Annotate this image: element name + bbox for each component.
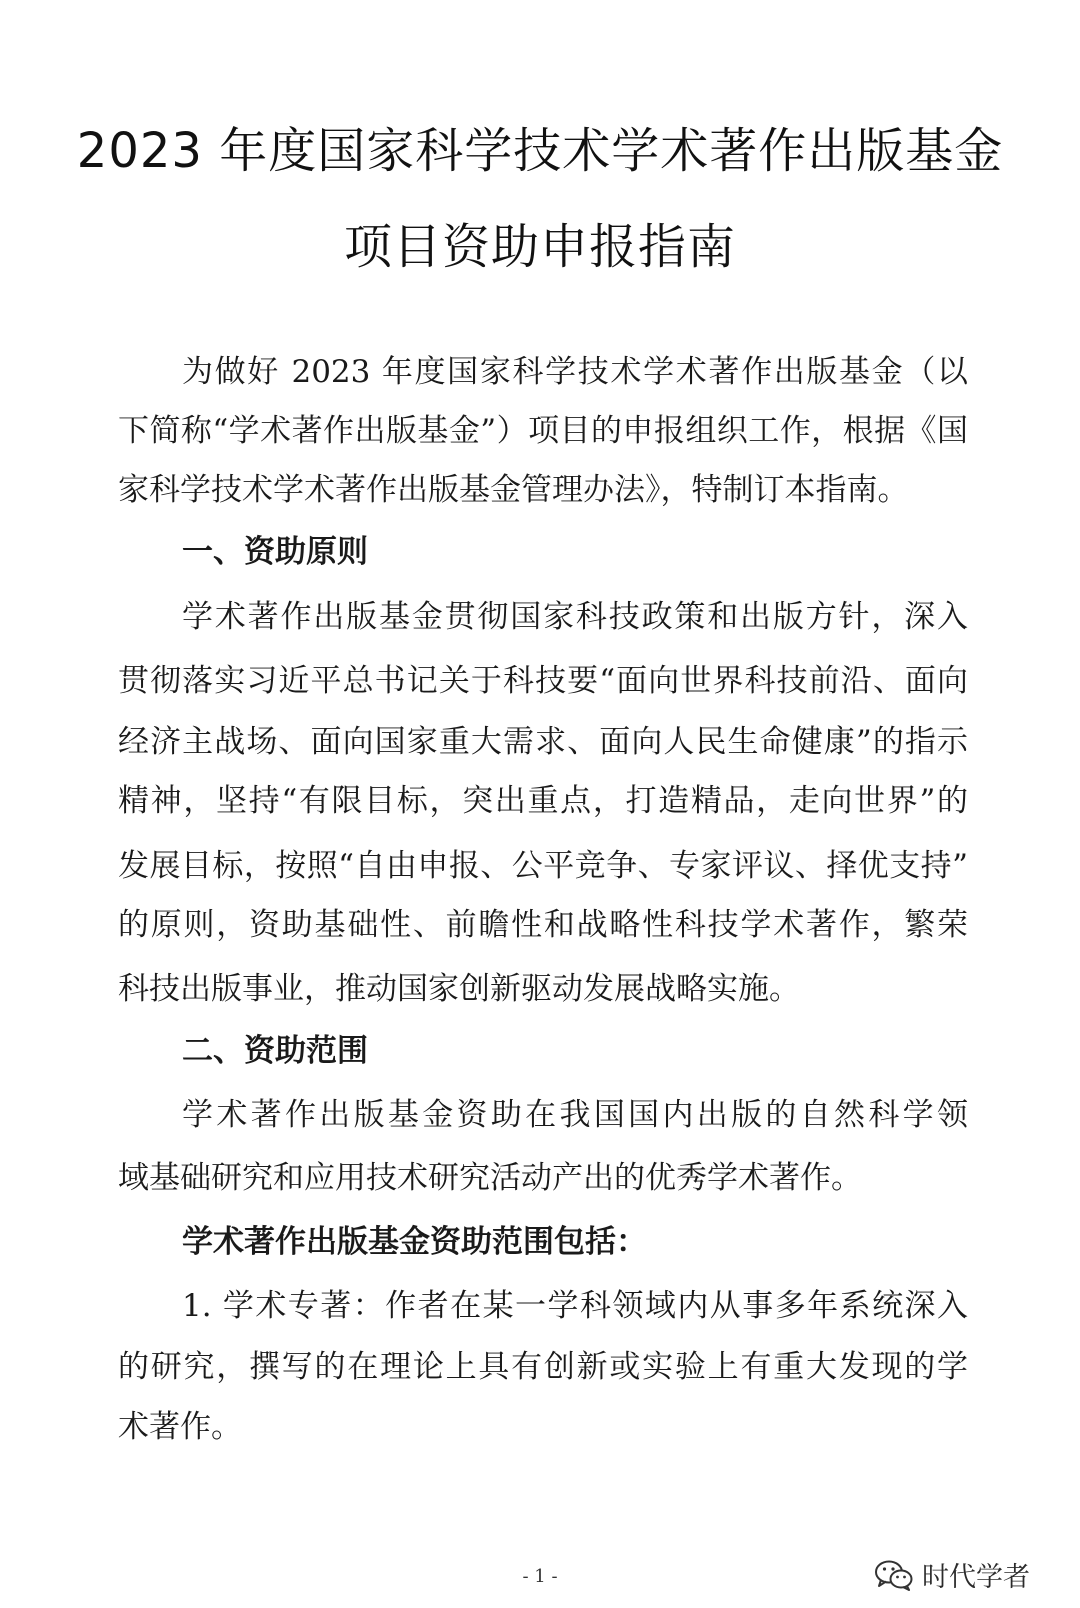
paragraph-line: 域基础研究和应用技术研究活动产出的优秀学术著作。 (118, 1160, 862, 1196)
paragraph-line: 的原则，资助基础性、前瞻性和战略性科技学术著作，繁荣 (118, 907, 968, 943)
list-item-line: 术著作。 (118, 1409, 242, 1445)
subheading: 学术著作出版基金资助范围包括： (182, 1224, 647, 1260)
paragraph-line: 学术著作出版基金贯彻国家科技政策和出版方针，深入 (182, 599, 968, 635)
wechat-icon (874, 1559, 914, 1591)
list-item-line: 1. 学术专著：作者在某一学科领域内从事多年系统深入 (182, 1288, 968, 1324)
paragraph-line: 经济主战场、面向国家重大需求、面向人民生命健康”的指示 (118, 724, 968, 760)
watermark (874, 1555, 1030, 1594)
intro-line: 下简称“学术著作出版基金”）项目的申报组织工作，根据《国 (118, 413, 968, 449)
document-title-line2: 项目资助申报指南 (343, 219, 736, 275)
section-heading: 二、资助范围 (182, 1033, 368, 1069)
list-item-line: 的研究，撰写的在理论上具有创新或实验上有重大发现的学 (118, 1349, 968, 1385)
watermark-text: 时代学者 (922, 1562, 1030, 1593)
intro-line: 家科学技术学术著作出版基金管理办法》，特制订本指南。 (118, 472, 909, 508)
document-title-line1: 2023 年度国家科学技术学术著作出版基金 (76, 123, 1004, 179)
intro-line: 为做好 2023 年度国家科学技术学术著作出版基金（以 (182, 354, 968, 390)
paragraph-line: 科技出版事业，推动国家创新驱动发展战略实施。 (118, 971, 800, 1007)
section-heading: 一、资助原则 (182, 534, 368, 570)
page-number: - 1 - (522, 1566, 558, 1587)
paragraph-line: 精神，坚持“有限目标，突出重点，打造精品，走向世界”的 (118, 783, 968, 819)
paragraph-line: 发展目标，按照“自由申报、公平竞争、专家评议、择优支持” (118, 848, 968, 884)
paragraph-line: 学术著作出版基金资助在我国国内出版的自然科学领 (182, 1097, 968, 1133)
paragraph-line: 贯彻落实习近平总书记关于科技要“面向世界科技前沿、面向 (118, 663, 968, 699)
